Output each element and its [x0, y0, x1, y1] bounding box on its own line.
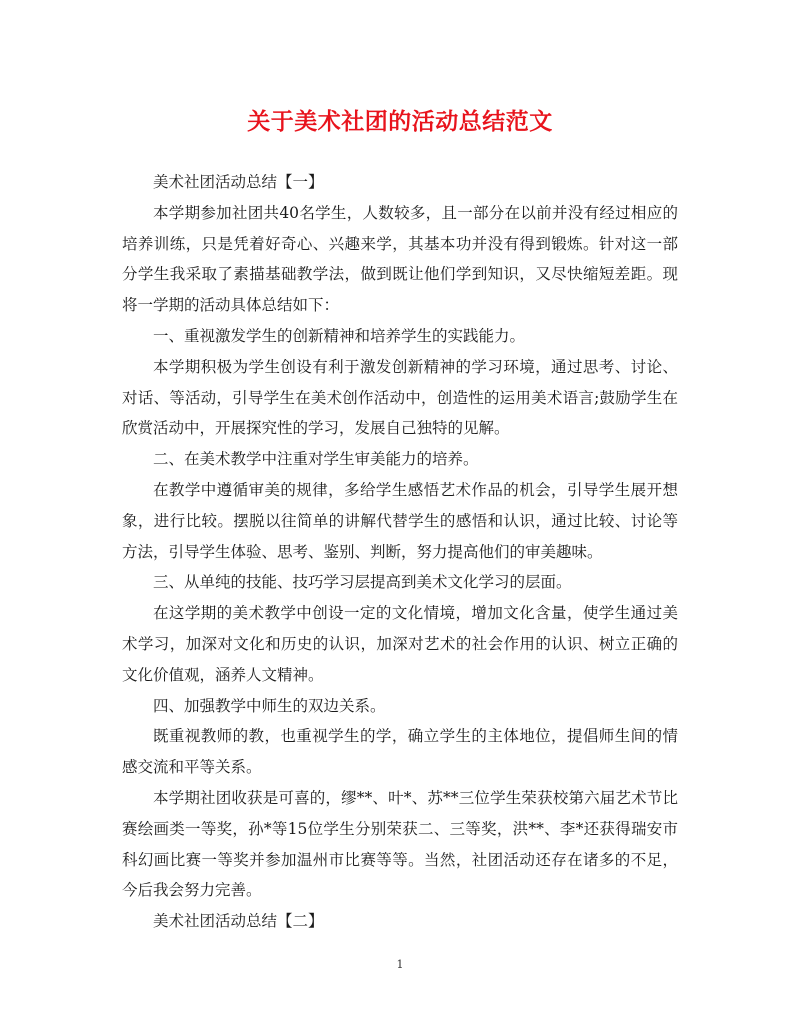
paragraph-point-four: 既重视教师的教，也重视学生的学，确立学生的主体地位，提倡师生间的情感交流和平等关系。: [122, 727, 678, 777]
paragraph-achievements: 本学期社团收获是可喜的，缪**、叶*、苏**三位学生荣获校第六届艺术节比赛绘画类一等奖，孙*等15位学生分别荣获二、三等奖，洪**、李*还获得瑞安市科幻画比赛一等奖并参加温州市比赛等等。当然，社团活动还存在诸多的不足，今后我会努力完善。: [122, 788, 678, 900]
paragraph-intro: 本学期参加社团共40名学生，人数较多，且一部分在以前并没有经过相应的培养训练，只是凭着好奇心、兴趣来学，其基本功并没有得到锻炼。针对这一部分学生我采取了素描基础教学法，做到既让他们学到知识，又尽快缩短差距。现将一学期的活动具体总结如下：: [122, 203, 678, 315]
point-heading-two: 二、在美术教学中注重对学生审美能力的培养。: [153, 450, 479, 469]
paragraph-point-two: 在教学中遵循审美的规律，多给学生感悟艺术作品的机会，引导学生展开想象，进行比较。摆脱以往简单的讲解代替学生的感悟和认识，通过比较、讨论等方法，引导学生体验、思考、鉴别、判断，努力提高他们的审美趣味。: [122, 480, 678, 561]
section-heading-two: 美术社团活动总结【二】: [153, 912, 324, 931]
document-title: 关于美术社团的活动总结范文: [247, 108, 553, 135]
point-heading-one: 一、重视激发学生的创新精神和培养学生的实践能力。: [153, 326, 526, 345]
section-heading-one: 美术社团活动总结【一】: [153, 173, 324, 191]
document-body: [122, 167, 678, 937]
point-heading-three: 三、从单纯的技能、技巧学习层提高到美术文化学习的层面。: [153, 573, 572, 592]
point-heading-four: 四、加强教学中师生的双边关系。: [153, 696, 386, 715]
paragraph-point-one: 本学期积极为学生创设有利于激发创新精神的学习环境，通过思考、讨论、对话、等活动，引导学生在美术创作活动中，创造性的运用美术语言;鼓励学生在欣赏活动中，开展探究性的学习，发展自己独特的见解。: [122, 357, 678, 438]
paragraph-point-three: 在这学期的美术教学中创设一定的文化情境，增加文化含量，使学生通过美术学习，加深对文化和历史的认识，加深对艺术的社会作用的认识、树立正确的文化价值观，涵养人文精神。: [122, 604, 678, 684]
page-number: 1: [396, 958, 404, 971]
